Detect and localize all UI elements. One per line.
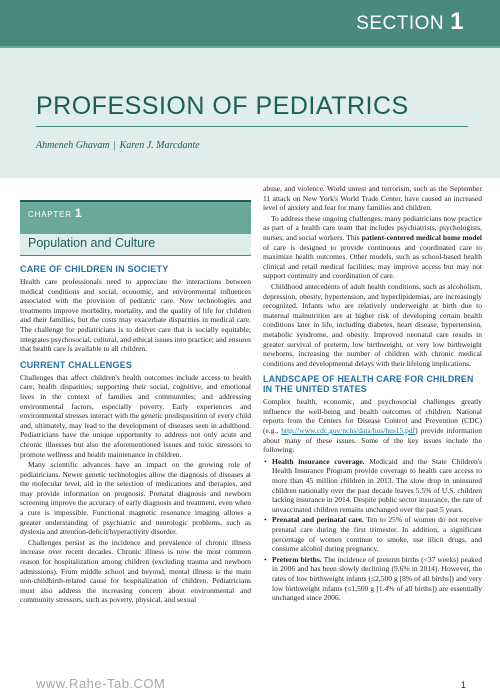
author-separator: | <box>113 140 116 151</box>
paragraph: Many scientific advances have an impact on the growing role of pediatricians. Newer genetic technologies allow the diagnosis of diseases at the molecular level, aid in the selection of medications and therapies, and may provide information on prognosis. Prenatal diagnosis and newborn screening improve the accuracy of early diagnosis and treatment, even when a cure is impossible. Functional magnetic resonance imaging allows a greater understanding of psychiatric and neurologic problems, such as dyslexia and attention-deficit/hyperactivity disorder. <box>20 460 251 537</box>
text-run: of care is designed to provide continuous and coordinated care to maximize health outcomes. Other models, such as school-based health clinical and retail medical facilities, may improve access but may not support continuity and coordination of care. <box>263 242 482 281</box>
key-issues-list <box>263 457 482 603</box>
text-run: Complex health, economic, and psychosocial challenges greatly influence the well-being and health outcomes of children. National reports from the Centers for Disease Control and Prevention (CDC) (e.g., <box>263 397 482 436</box>
list-item <box>263 555 482 603</box>
list-item <box>263 457 482 515</box>
heading-landscape: LANDSCAPE OF HEALTH CARE FOR CHILDREN IN THE UNITED STATES <box>263 374 474 395</box>
heading-care-of-children: CARE OF CHILDREN IN SOCIETY <box>20 264 169 274</box>
list-item-text: The incidence of preterm births (<37 weeks) peaked in 2006 and has been slowly declining (9.6% in 2014). However, the rates of low birthweight infants (≤2,500 g [8% of all births]) and very low birthweight infants (≤1,500 g [1.4% of all births]) are essentially unchanged since 2006. <box>272 554 482 603</box>
cdc-report-link[interactable]: http://www.cdc.gov/nchs/data/hus/hus15.pdf <box>281 426 416 436</box>
page-title: PROFESSION OF PEDIATRICS <box>36 92 409 120</box>
paragraph: Challenges that affect children's health outcomes include access to health care; health disparities; supporting their social, cognitive, and emotional lives in the context of families and communities; and addressing environmental factors, especially poverty. Early experiences and environmental stresses interact with the genetic predisposition of every child and, ultimately, may lead to the development of diseases seen in adulthood. Pediatricians have the unique opportunity to address not only acute and chronic illnesses but also the aforementioned issues and toxic stressors to promote wellness and health maintenance in children. <box>20 372 251 459</box>
text-run: To address these ongoing challenges, many pediatricians now practice as part of a health care team that includes psychiatrists, psychologists, nurses, and social workers. This <box>263 213 482 242</box>
paragraph: abuse, and violence. World unrest and terrorism, such as the September 11 attack on New York's World Trade Center, have caused an increased level of anxiety and fear for many families and children. <box>263 184 482 213</box>
heading-current-challenges: CURRENT CHALLENGES <box>20 359 133 370</box>
page-number: 1 <box>460 680 466 690</box>
section-word: SECTION <box>356 13 445 34</box>
title-band-top-rule <box>0 46 500 48</box>
chapter-title-band <box>20 234 251 256</box>
paragraph <box>263 214 482 281</box>
section-label <box>356 8 464 36</box>
paragraph: Health care professionals need to appreciate the interactions between medical conditions and social, economic, and environmental influences associated with the provision of pediatric care. New technologies and treatments improve morbidity, mortality, and the quality of life for children and their families, but the costs may exacerbate disparities in medical care. The challenge for pediatricians is to deliver care that is socially equitable; integrates psychosocial, cultural, and ethical issues into practice; and ensures that health care is available to all children. <box>20 277 251 354</box>
section-number: 1 <box>450 8 464 35</box>
list-item-text: Medicaid and the State Children's Health Insurance Program provide coverage to health care access to more than 45 million children in 2013. The slow drop in uninsured children nationally over the past decade leaves 5.5% of U.S. children lacking insurance in 2014. Despite public sector insurance, the rate of unvaccinated children remains unchanged over the past 5 years. <box>272 456 483 514</box>
left-column <box>20 200 251 605</box>
list-item-term: Preterm births. <box>272 554 322 564</box>
list-item-term: Health insurance coverage. <box>272 456 365 466</box>
watermark: www.Rahe-Tab.COM <box>36 676 166 691</box>
authors-line <box>36 140 200 151</box>
chapter-number: 1 <box>74 206 83 220</box>
list-item-term: Prenatal and perinatal care. <box>272 515 364 525</box>
right-column <box>263 184 482 604</box>
chapter-label <box>28 206 245 220</box>
paragraph <box>263 397 482 455</box>
title-divider <box>36 126 468 127</box>
paragraph: Childhood antecedents of adult health conditions, such as alcoholism, depression, obesity, hypertension, and hyperlipidemias, are increasingly recognized. Infants who are relatively underweight at birth due to maternal malnutrition are at higher risk of developing certain health conditions later in life, including diabetes, heart disease, hypertension, metabolic syndrome, and obesity. Improved neonatal care results in greater survival of preterm, low birthweight, or very low birthweight newborns, increasing the number of children with chronic medical conditions and developmental delays with their lifelong implications. <box>263 281 482 368</box>
chapter-header <box>20 200 251 234</box>
author-2: Karen J. Marcdante <box>119 140 200 151</box>
paragraph: Challenges persist as the incidence and prevalence of chronic illness increase over recent decades. Chronic illness is now the most common reason for hospitalization among children (excluding trauma and newborn admissions). From middle school and beyond, mental illness is the main non-childbirth-related cause for hospitalization of children. Pediatricians must also address the increasing concern about environmental and community stressors, such as poverty, physical, and sexual <box>20 537 251 605</box>
text-run: ) provide information about many of these issues. Some of the key issues include the following: <box>263 426 482 455</box>
chapter-title: Population and Culture <box>28 236 156 250</box>
list-item-text: Ten to 25% of women do not receive prenatal care during the first trimester. In addition, a significant percentage of women continue to smoke, use illicit drugs, and consume alcohol during pregnancy. <box>272 515 483 554</box>
author-1: Ahmeneh Ghavam <box>36 140 110 151</box>
key-term: patient-centered medical home model <box>361 232 483 242</box>
list-item <box>263 515 482 553</box>
chapter-word: CHAPTER <box>28 210 72 219</box>
